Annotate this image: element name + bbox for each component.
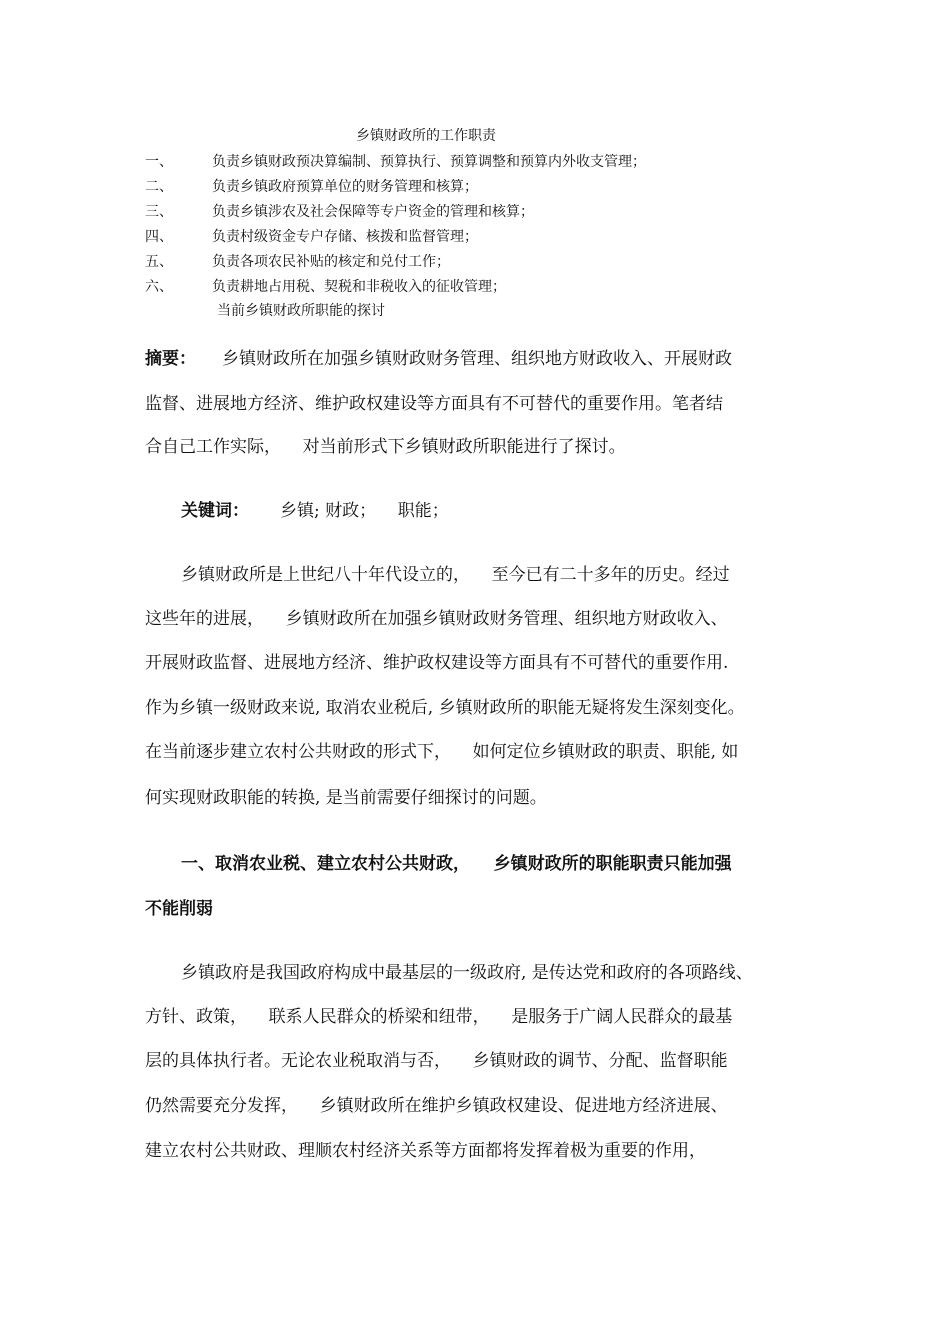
intro-line: 乡镇财政所是上世纪八十年代设立的， 至今已有二十多年的历史。经过 — [181, 565, 730, 585]
abstract-line: 监督、进展地方经济、维护政权建设等方面具有不可替代的重要作用。笔者结 — [145, 394, 723, 414]
section-heading: 不能削弱 — [145, 899, 213, 919]
keywords-label: 关键词： — [181, 501, 249, 521]
duty-text: 负责各项农民补贴的核定和兑付工作； — [212, 254, 450, 270]
intro-line: 开展财政监督、进展地方经济、维护政权建设等方面具有不可替代的重要作用. — [145, 653, 729, 673]
abstract-label: 摘要： — [145, 349, 196, 369]
subtitle: 当前乡镇财政所职能的探讨 — [217, 303, 385, 319]
intro-line: 在当前逐步建立农村公共财政的形式下， 如何定位乡镇财政的职责、职能, 如 — [145, 742, 739, 762]
section-body-line: 仍然需要充分发挥， 乡镇财政所在维护乡镇政权建设、促进地方经济进展、 — [145, 1096, 728, 1116]
section-body-line: 层的具体执行者。无论农业税取消与否， 乡镇财政的调节、分配、监督职能 — [145, 1051, 728, 1071]
intro-line: 这些年的进展， 乡镇财政所在加强乡镇财政财务管理、组织地方财政收入、 — [145, 609, 728, 629]
duty-text: 负责乡镇政府预算单位的财务管理和核算； — [212, 179, 478, 195]
section-body-line: 方针、政策， 联系人民群众的桥梁和纽带， 是服务于广阔人民群众的最基 — [145, 1007, 733, 1027]
document-title: 乡镇财政所的工作职责 — [356, 128, 496, 144]
abstract-line: 合自己工作实际， 对当前形式下乡镇财政所职能进行了探讨。 — [145, 437, 626, 457]
duty-number: 二、 — [145, 179, 173, 195]
duty-number: 三、 — [145, 204, 173, 220]
section-body-line: 乡镇政府是我国政府构成中最基层的一级政府, 是传达党和政府的各项路线、 — [181, 963, 753, 983]
duty-text: 负责乡镇涉农及社会保障等专户资金的管理和核算； — [212, 204, 534, 220]
duty-number: 四、 — [145, 229, 173, 245]
duty-text: 负责耕地占用税、契税和非税收入的征收管理； — [212, 279, 506, 295]
section-body-line: 建立农村公共财政、理顺农村经济关系等方面都将发挥着极为重要的作用， — [145, 1141, 706, 1161]
duty-text: 负责村级资金专户存储、核拨和监督管理； — [212, 229, 478, 245]
intro-line: 何实现财政职能的转换, 是当前需要仔细探讨的问题。 — [145, 788, 547, 808]
duty-text: 负责乡镇财政预决算编制、预算执行、预算调整和预算内外收支管理； — [212, 154, 646, 170]
keywords-text: 乡镇; 财政； 职能； — [280, 501, 449, 521]
intro-line: 作为乡镇一级财政来说, 取消农业税后, 乡镇财政所的职能无疑将发生深刻变化。 — [145, 698, 745, 718]
duty-number: 一、 — [145, 154, 173, 170]
section-heading: 一、取消农业税、建立农村公共财政， 乡镇财政所的职能职责只能加强 — [181, 854, 732, 874]
duty-number: 六、 — [145, 279, 173, 295]
duty-number: 五、 — [145, 254, 173, 270]
abstract-line: 乡镇财政所在加强乡镇财政财务管理、组织地方财政收入、开展财政 — [222, 349, 732, 369]
